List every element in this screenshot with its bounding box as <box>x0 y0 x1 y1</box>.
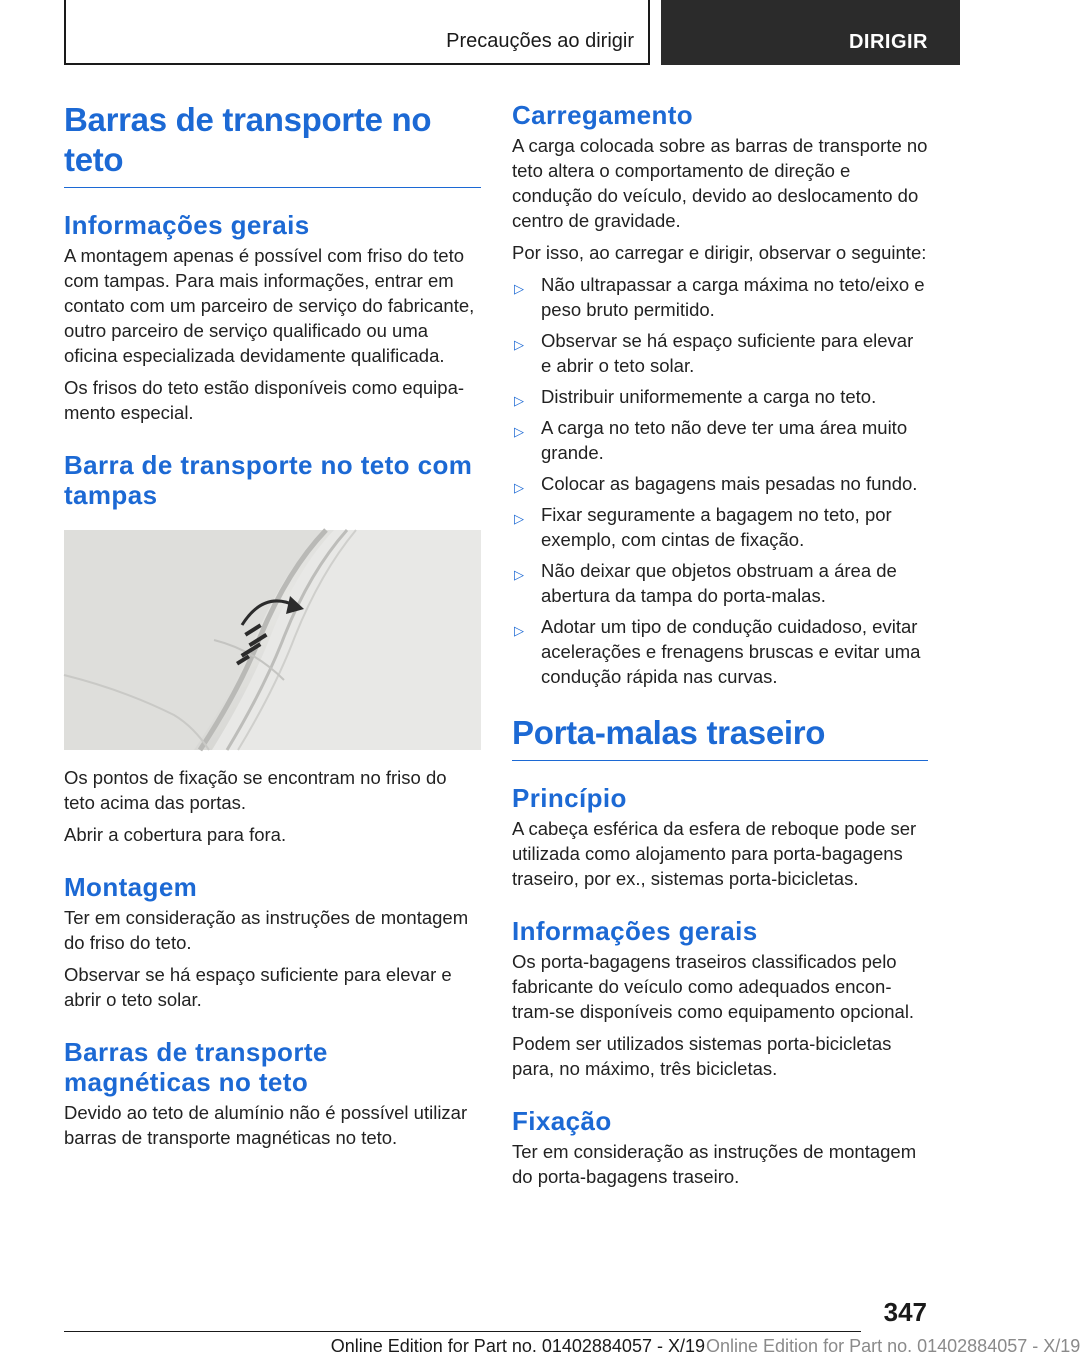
fixing-paragraph-1: Ter em consideração as instruções de montagem do porta-bagagens traseiro. <box>512 1141 917 1187</box>
mounting-paragraph-1: Ter em consideração as instruções de montagem do friso do teto. <box>64 907 469 953</box>
magnetic-paragraph-1: Devido ao teto de alumínio não é possível utilizar barras de transporte magnéticas no teto. <box>64 1102 468 1148</box>
right-column <box>512 100 928 1196</box>
loading-paragraph-2: Por isso, ao carregar e dirigir, observar o seguinte: <box>512 242 927 263</box>
principle-paragraph-1: A cabeça esférica da esfera de reboque pode ser utilizada como alojamento para porta-bagagens traseiro, por ex., sistemas porta-bicicletas. <box>512 818 917 889</box>
general-info-paragraph-2: Os frisos do teto estão disponíveis como equipamento especial. <box>64 377 465 423</box>
footer-divider <box>64 1331 861 1332</box>
triangle-bullet-icon: ▷ <box>514 337 524 352</box>
roof-rack-title: Barras de transporte no teto <box>64 100 481 188</box>
footer-edition-text: Online Edition for Part no. 01402884057 - X/19 <box>330 1336 705 1356</box>
general-info-heading: Informações gerais <box>64 210 310 240</box>
general-info-paragraph-1: A montagem apenas é possível com friso do teto com tampas. Para mais informações, entrar em contato com um parceiro de serviço do fabricante, outro parceiro de serviço qualificado ou uma oficina especializada devidamente qualificada. <box>64 245 475 366</box>
loading-paragraph-1: A carga colocada sobre as barras de transporte no teto altera o comportamento de direção e condução do veículo, devido ao deslocamento do centro de gravidade. <box>512 135 928 231</box>
triangle-bullet-icon: ▷ <box>514 480 524 495</box>
header-section-title: Precauções ao dirigir <box>446 30 634 52</box>
list-item: ▷ Fixar seguramente a bagagem no teto, por exemplo, com cintas de fixação. <box>514 504 892 550</box>
list-item: ▷ Colocar as bagagens mais pesadas no fundo. <box>512 471 928 496</box>
list-item: ▷ Não ultrapassar a carga máxima no teto/eixo e peso bruto permitido. <box>514 274 925 320</box>
covers-heading: Barra de transporte no teto com tampas <box>64 450 473 510</box>
triangle-bullet-icon: ▷ <box>514 424 524 439</box>
loading-bullet-list <box>512 272 928 689</box>
covers-paragraph-2: Abrir a cobertura para fora. <box>64 824 287 845</box>
triangle-bullet-icon: ▷ <box>514 511 524 526</box>
rear-general-paragraph-2: Podem ser utilizados sistemas porta-bicicletas para, no máximo, três bicicletas. <box>512 1033 892 1079</box>
rear-general-heading: Informações gerais <box>512 916 758 946</box>
covers-paragraph-1: Os pontos de fixação se encontram no friso do teto acima das portas. <box>64 767 447 813</box>
loading-heading: Carregamento <box>512 100 694 130</box>
triangle-bullet-icon: ▷ <box>514 281 524 296</box>
mounting-heading: Montagem <box>64 872 198 902</box>
footer-watermark: Online Edition for Part no. 01402884057 - X/19 <box>706 1336 1080 1356</box>
principle-heading: Princípio <box>512 783 627 813</box>
roof-rail-illustration <box>64 530 481 750</box>
page-number: 347 <box>883 1297 927 1327</box>
magnetic-heading: Barras de transporte magnéticas no teto <box>64 1037 328 1097</box>
list-item: ▷ Distribuir uniformemente a carga no teto. <box>512 384 928 409</box>
list-item: ▷ Não deixar que objetos obstruam a área de abertura da tampa do porta-malas. <box>514 560 897 606</box>
mounting-paragraph-2: Observar se há espaço suficiente para elevar e abrir o teto solar. <box>64 964 452 1010</box>
triangle-bullet-icon: ▷ <box>514 567 524 582</box>
list-item: ▷ Adotar um tipo de condução cuidadoso, evitar acelerações e frenagens bruscas e evitar uma condução rápida nas curvas. <box>514 616 921 687</box>
header-chapter-tab <box>661 0 960 65</box>
fixing-heading: Fixação <box>512 1106 612 1136</box>
list-item: ▷ Observar se há espaço suficiente para elevar e abrir o teto solar. <box>514 330 914 376</box>
rear-rack-title: Porta-malas traseiro <box>512 713 928 761</box>
triangle-bullet-icon: ▷ <box>514 623 524 638</box>
rear-general-paragraph-1: Os porta-bagagens traseiros classificados pelo fabricante do veículo como adequados encontram-se disponíveis como equipamento opcional. <box>512 951 915 1022</box>
left-column <box>64 100 481 1157</box>
triangle-bullet-icon: ▷ <box>514 393 524 408</box>
header-section-box <box>64 0 650 65</box>
roof-rail-cover-photo <box>64 530 481 750</box>
header-chapter-title: DIRIGIR <box>848 31 928 53</box>
list-item: ▷ A carga no teto não deve ter uma área muito grande. <box>514 417 908 463</box>
